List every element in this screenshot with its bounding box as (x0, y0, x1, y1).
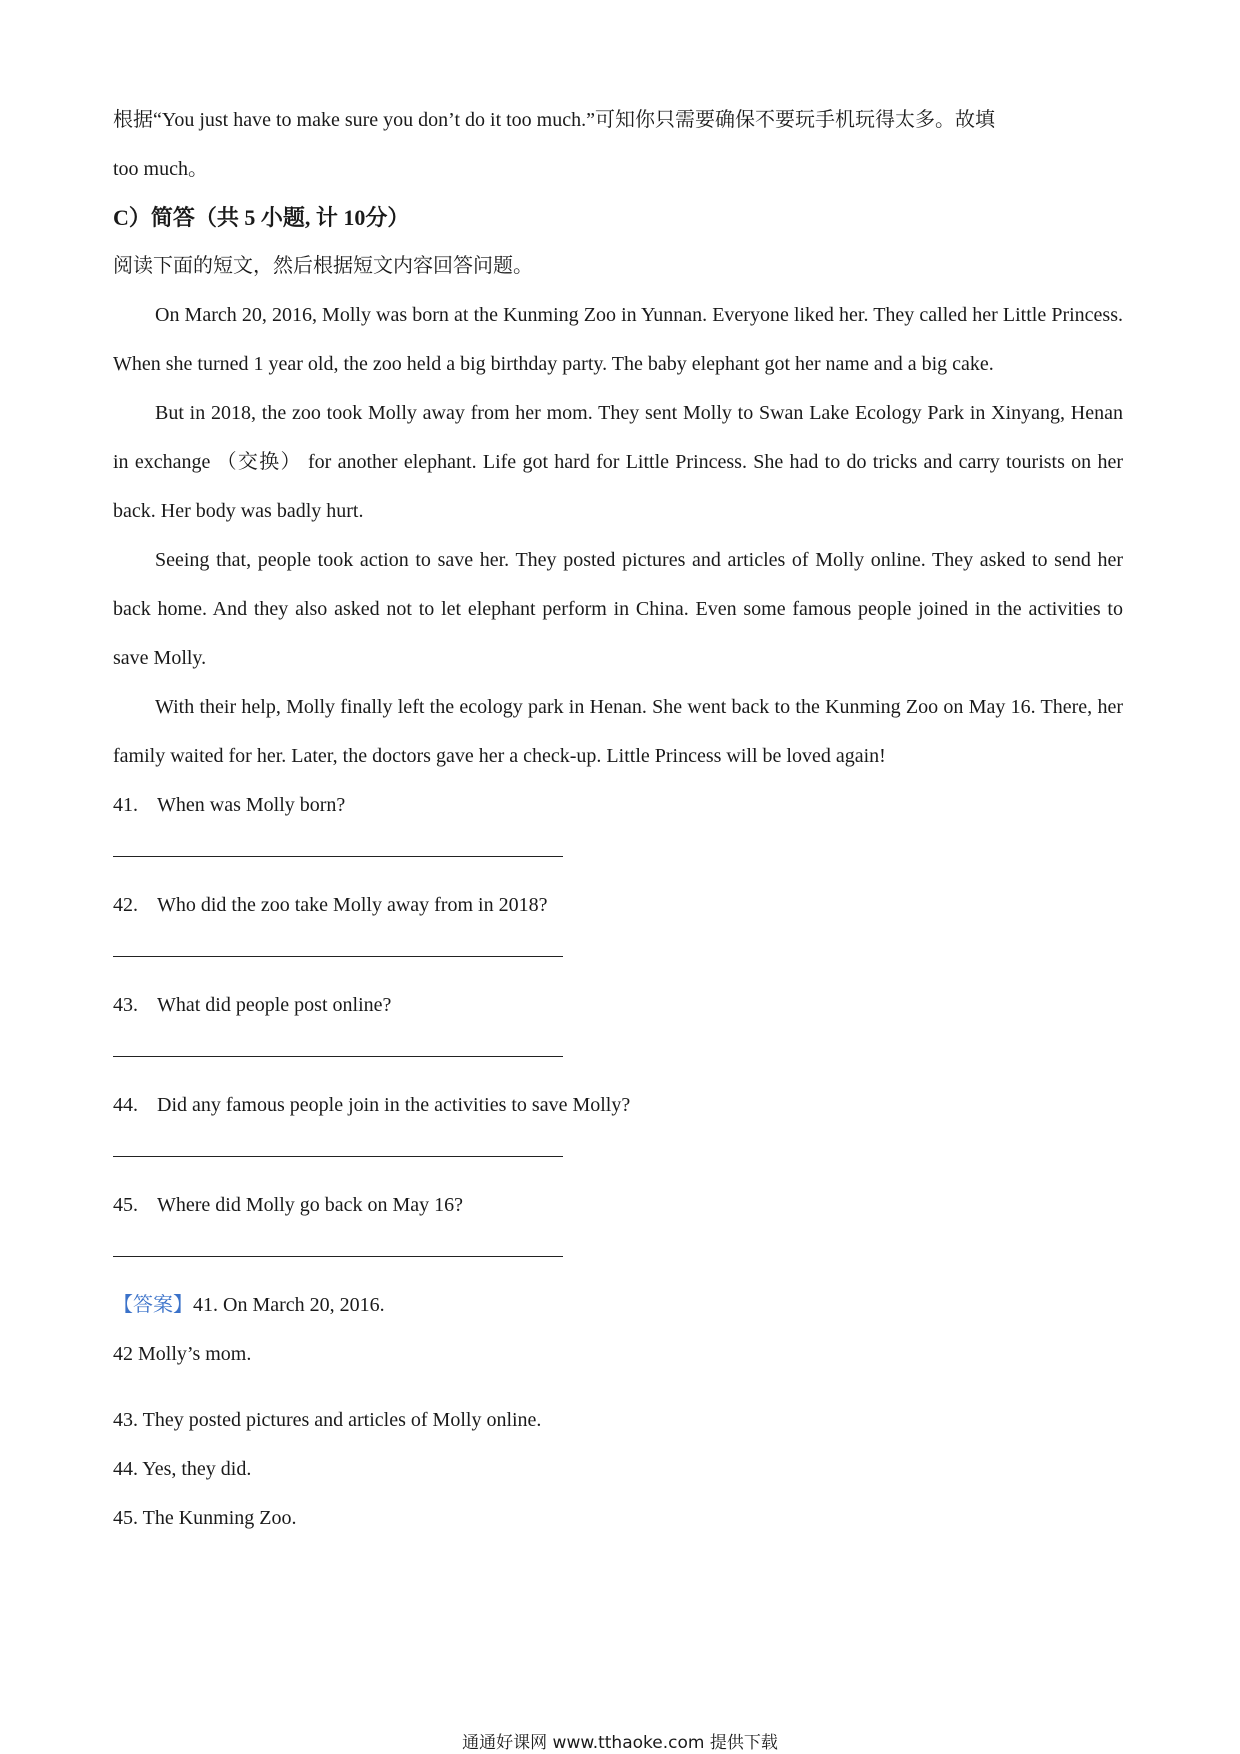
intro-line-2: too much。 (113, 158, 208, 180)
question-43 (113, 981, 1123, 1030)
answer-43: 43. They posted pictures and articles of Molly online. (113, 1409, 542, 1431)
question-text: What did people post online? (157, 994, 392, 1016)
question-45 (113, 1181, 1123, 1230)
answer-44: 44. Yes, they did. (113, 1458, 252, 1480)
section-heading: C）简答（共 5 小题, 计 10分） (113, 205, 410, 230)
passage-paragraph-3: Seeing that, people took action to save her. They posted pictures and articles of Molly online. They asked to send her back home. And they also asked not to let elephant perform in China. Even some famous people joined in the activities to save Molly. (113, 549, 1123, 669)
answer-section (113, 1281, 1123, 1543)
question-number: 43. (113, 994, 138, 1016)
answer-42: 42 Molly’s mom. (113, 1343, 252, 1365)
passage-paragraph-1: On March 20, 2016, Molly was born at the Kunming Zoo in Yunnan. Everyone liked her. They called her Little Princess. When she turned 1 year old, the zoo held a big birthday party. The baby elephant got her name and a big cake. (113, 304, 1123, 375)
answer-tag: 【答案】 (113, 1294, 193, 1316)
question-text: Where did Molly go back on May 16? (157, 1194, 464, 1216)
question-text: When was Molly born? (157, 794, 346, 816)
question-number: 41. (113, 794, 138, 816)
answer-line-44[interactable] (113, 1156, 563, 1157)
answer-line-41[interactable] (113, 856, 563, 857)
intro-line-1: 根据“You just have to make sure you don’t do it too much.”可知你只需要确保不要玩手机玩得太多。故填 (113, 109, 995, 131)
passage-paragraph-4: With their help, Molly finally left the ecology park in Henan. She went back to the Kunming Zoo on May 16. There, her family waited for her. Later, the doctors gave her a check-up. Little Princess will be loved again! (113, 696, 1123, 767)
question-number: 44. (113, 1094, 138, 1116)
answer-text: 41. On March 20, 2016. (193, 1294, 385, 1316)
document-page (113, 96, 1123, 1543)
question-44 (113, 1081, 1123, 1130)
question-number: 42. (113, 894, 138, 916)
instruction: 阅读下面的短文，然后根据短文内容回答问题。 (113, 255, 533, 277)
answer-41 (113, 1281, 1123, 1330)
question-42 (113, 881, 1123, 930)
answer-line-45[interactable] (113, 1256, 563, 1257)
passage-paragraph-2: But in 2018, the zoo took Molly away from her mom. They sent Molly to Swan Lake Ecology Park in Xinyang, Henan in exchange （交换） for another elephant. Life got hard for Little Princess. She had to do tricks and carry tourists on her back. Her body was badly hurt. (113, 402, 1123, 522)
question-text: Did any famous people join in the activities to save Molly? (157, 1094, 631, 1116)
answer-line-42[interactable] (113, 956, 563, 957)
answer-line-43[interactable] (113, 1056, 563, 1057)
question-text: Who did the zoo take Molly away from in 2018? (157, 894, 548, 916)
question-number: 45. (113, 1194, 138, 1216)
answer-45: 45. The Kunming Zoo. (113, 1507, 297, 1529)
question-41 (113, 781, 1123, 830)
question-list (113, 781, 1123, 1257)
footer-source: 通通好课网 www.tthaoke.com 提供下载 (462, 1733, 778, 1753)
